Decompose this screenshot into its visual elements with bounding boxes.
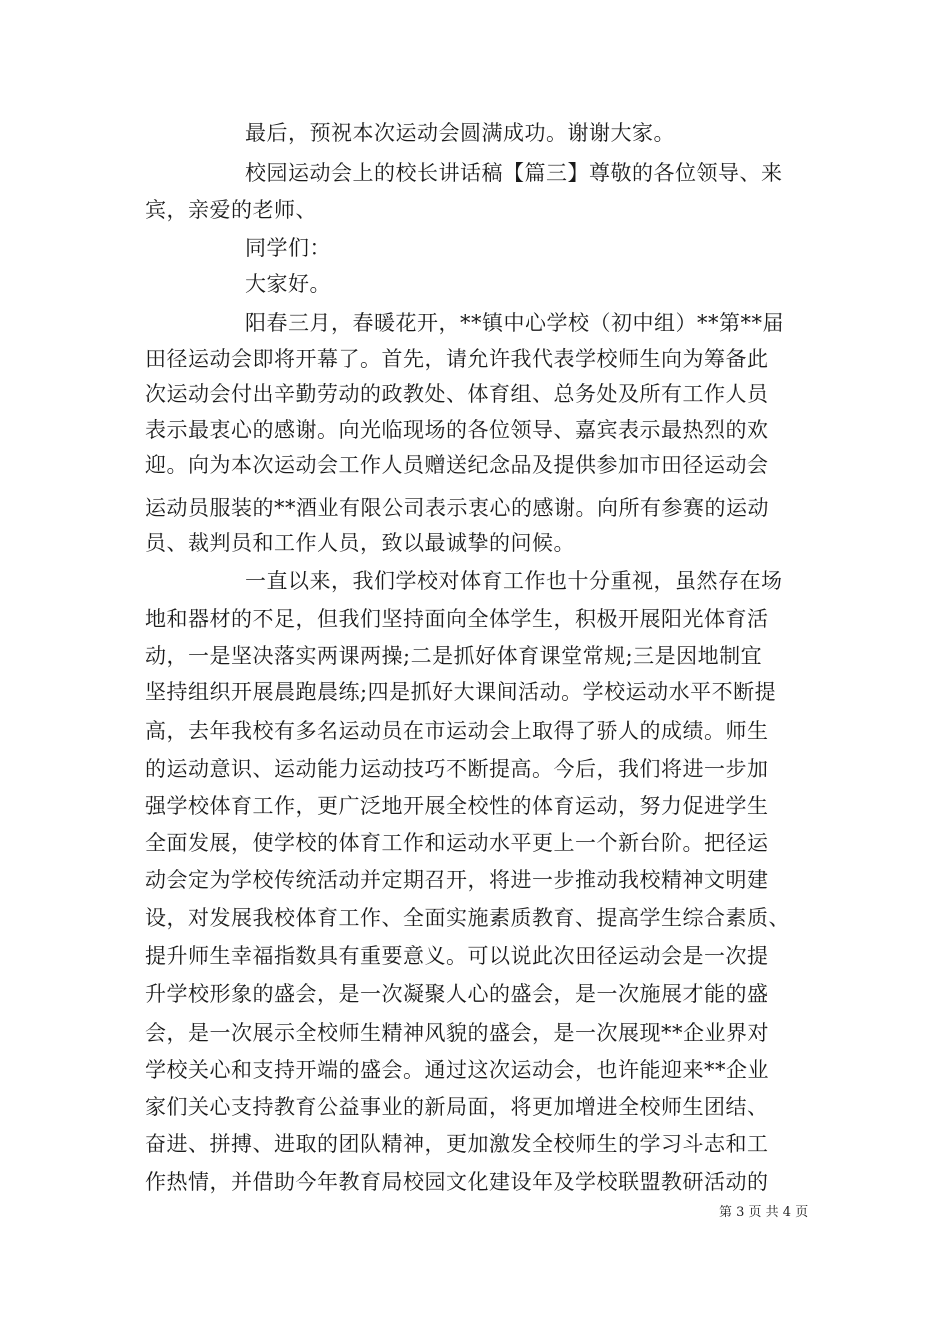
- text-line: 动，一是坚决落实两课两操;二是抓好体育课堂常规;三是因地制宜: [145, 644, 763, 668]
- text-line: 作热情，并借助今年教育局校园文化建设年及学校联盟教研活动的: [145, 1170, 769, 1194]
- text-line: 员、裁判员和工作人员，致以最诚挚的问候。: [145, 531, 575, 555]
- text-line: 大家好。: [245, 272, 331, 296]
- text-line: 最后，预祝本次运动会圆满成功。谢谢大家。: [245, 121, 675, 145]
- text-line: 学校关心和支持开端的盛会。通过这次运动会，也许能迎来**企业: [145, 1058, 769, 1082]
- text-line: 动会定为学校传统活动并定期召开，将进一步推动我校精神文明建: [145, 868, 769, 892]
- text-line: 全面发展，使学校的体育工作和运动水平更上一个新台阶。把径运: [145, 831, 769, 855]
- text-line: 地和器材的不足，但我们坚持面向全体学生，积极开展阳光体育活: [145, 607, 769, 631]
- text-line: 次运动会付出辛勤劳动的政教处、体育组、总务处及所有工作人员: [145, 382, 769, 406]
- text-line: 校园运动会上的校长讲话稿【篇三】尊敬的各位领导、来: [245, 161, 783, 185]
- text-line: 迎。向为本次运动会工作人员赠送纪念品及提供参加市田径运动会: [145, 453, 769, 477]
- text-line: 设，对发展我校体育工作、全面实施素质教育、提高学生综合素质、: [145, 906, 790, 930]
- text-line: 阳春三月，春暖花开，**镇中心学校（初中组）**第**届: [245, 311, 784, 335]
- text-line: 的运动意识、运动能力运动技巧不断提高。今后，我们将进一步加: [145, 757, 769, 781]
- text-line: 强学校体育工作，更广泛地开展全校性的体育运动，努力促进学生: [145, 794, 769, 818]
- text-line: 提升师生幸福指数具有重要意义。可以说此次田径运动会是一次提: [145, 944, 769, 968]
- text-line: 同学们：: [245, 236, 331, 260]
- text-line: 田径运动会即将开幕了。首先，请允许我代表学校师生向为筹备此: [145, 347, 769, 371]
- text-line: 运动员服装的**酒业有限公司表示衷心的感谢。向所有参赛的运动: [145, 496, 769, 520]
- text-line: 高，去年我校有多名运动员在市运动会上取得了骄人的成绩。师生: [145, 719, 769, 743]
- text-line: 一直以来，我们学校对体育工作也十分重视，虽然存在场: [245, 569, 783, 593]
- text-line: 会，是一次展示全校师生精神风貌的盛会，是一次展现**企业界对: [145, 1021, 769, 1045]
- text-line: 宾，亲爱的老师、: [145, 198, 317, 222]
- text-line: 坚持组织开展晨跑晨练;四是抓好大课间活动。学校运动水平不断提: [145, 680, 777, 704]
- text-line: 升学校形象的盛会，是一次凝聚人心的盛会，是一次施展才能的盛: [145, 982, 769, 1006]
- text-line: 表示最衷心的感谢。向光临现场的各位领导、嘉宾表示最热烈的欢: [145, 418, 769, 442]
- page-number: 第 3 页 共 4 页: [719, 1205, 809, 1220]
- text-line: 奋进、拼搏、进取的团队精神，更加激发全校师生的学习斗志和工: [145, 1132, 769, 1156]
- text-line: 家们关心支持教育公益事业的新局面，将更加增进全校师生团结、: [145, 1095, 769, 1119]
